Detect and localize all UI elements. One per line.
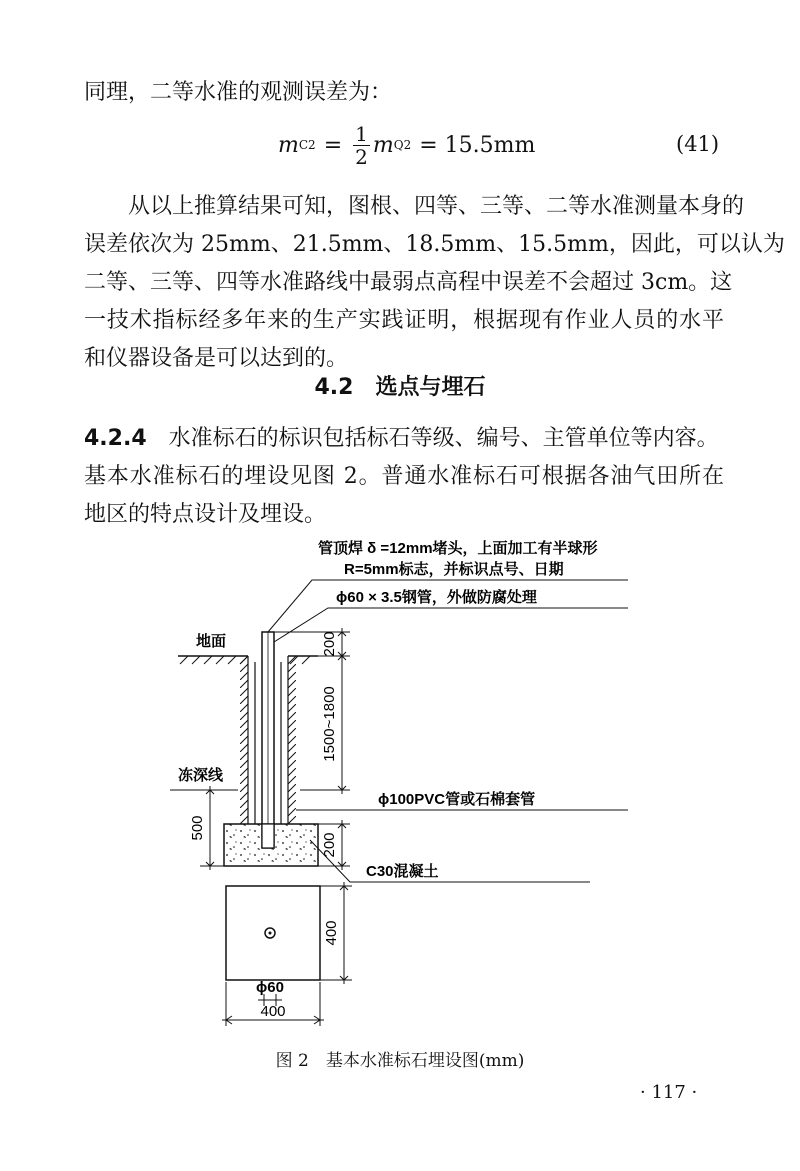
eq-rhs-var: m [372,132,394,158]
label-frost: 冻深线 [178,767,224,784]
page-number: · 117 · [640,1082,698,1103]
dim-text-400-bottom: 400 [260,1003,286,1020]
dim-text-400-side: 400 [323,920,340,946]
clause-text-1: 水准标石的标识包括标石等级、编号、主管单位等内容。 [168,426,719,451]
dim-text-500: 500 [189,815,206,841]
para1-line-5: 和仪器设备是可以达到的。 [84,346,349,371]
eq-frac-den: 2 [355,144,368,169]
label-ground: 地面 [196,633,227,650]
eq-result: = 15.5mm [419,132,536,158]
steel-pipe [262,632,274,848]
eq-equals: = [323,132,343,158]
eq-lhs-sub: C2 [298,138,316,152]
note-top-1: 管顶焊 δ =12mm堵头，上面加工有半球形 [318,540,598,557]
note-top-2: R=5mm标志，并标识点号、日期 [344,561,564,578]
para1-line-2: 误差依次为 25mm、21.5mm、18.5mm、15.5mm，因此，可以认为 [84,232,785,257]
dim-text-200-base: 200 [321,832,338,858]
dim-200-top [274,628,350,660]
section-heading: 4.2 选点与埋石 [314,375,486,400]
eq-lhs-var: m [278,132,299,158]
para1-line-1: 从以上推算结果可知，图根、四等、三等、二等水准测量本身的 [128,194,745,219]
para1-line-3: 二等、三等、四等水准路线中最弱点高程中误差不会超过 3cm。这 [84,270,733,295]
clause-line-2: 基本水准标石的埋设见图 2。普通水准标石可根据各油气田所在 [84,464,724,489]
clause-number: 4.2.4 [84,426,147,451]
eq-frac-num: 1 [355,121,368,146]
dim-text-depth: 1500~1800 [321,686,338,762]
eq-rhs-sub: Q2 [393,138,412,152]
figure-caption: 图 2 基本水准标石埋设图(mm) [275,1051,525,1071]
note-pipe: ϕ60 × 3.5钢管，外做防腐处理 [336,589,537,606]
clause-line-3: 地区的特点设计及埋设。 [84,502,327,527]
intro-line: 同理，二等水准的观测误差为： [84,80,393,105]
label-sleeve: ϕ100PVC管或石棉套管 [378,791,536,808]
plan-view [226,886,320,980]
dim-text-phi60: ϕ60 [256,979,284,996]
equation-number: (41) [676,132,720,156]
para1-line-4: 一技术指标经多年来的生产实践证明，根据现有作业人员的水平 [84,308,724,333]
concrete-base [224,824,318,866]
label-concrete: C30混凝土 [366,863,439,880]
dim-text-200-top: 200 [321,631,338,657]
